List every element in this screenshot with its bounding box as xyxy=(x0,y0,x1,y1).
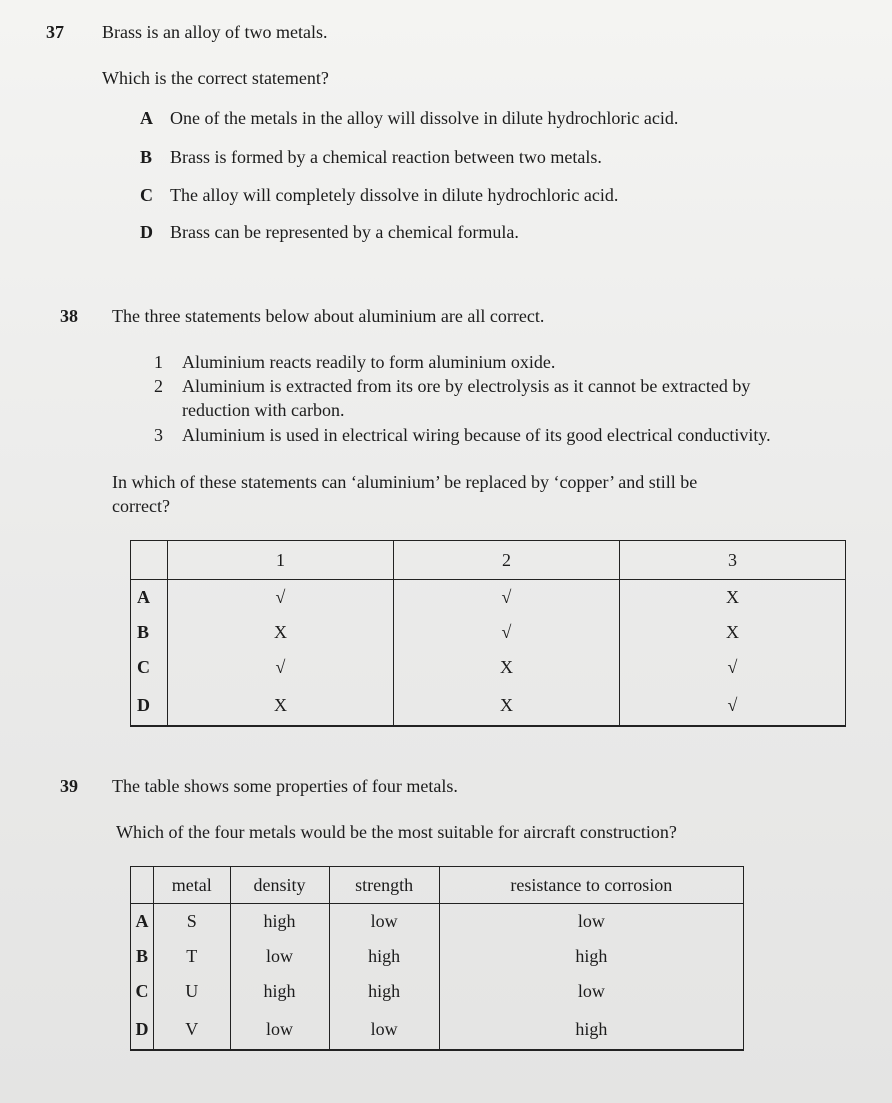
table-row xyxy=(131,650,846,685)
q37-number: 37 xyxy=(46,22,64,42)
table-row xyxy=(131,615,846,650)
header-cell: 1 xyxy=(168,541,394,580)
table-row xyxy=(131,904,744,940)
header-cell: 3 xyxy=(620,541,846,580)
cell: high xyxy=(230,904,329,940)
cell: √ xyxy=(394,580,620,616)
q38-question-cont: correct? xyxy=(112,496,170,516)
cell: high xyxy=(439,939,743,974)
cell: X xyxy=(168,685,394,726)
cell: A xyxy=(131,580,168,616)
cell: high xyxy=(329,939,439,974)
cell: T xyxy=(154,939,231,974)
cell: C xyxy=(131,650,168,685)
q37-question: Which is the correct statement? xyxy=(102,68,329,88)
statement-text: Aluminium is extracted from its ore by electrolysis as it cannot be extracted by xyxy=(182,376,751,396)
statement-text: Aluminium reacts readily to form aluminium oxide. xyxy=(182,352,556,372)
header-cell: resistance to corrosion xyxy=(439,867,743,904)
cell: low xyxy=(439,974,743,1009)
cell: low xyxy=(329,904,439,940)
cell: √ xyxy=(394,615,620,650)
option-letter: C xyxy=(140,185,153,205)
cell: V xyxy=(154,1009,231,1050)
table-row xyxy=(131,1009,744,1050)
table-header-row xyxy=(131,541,846,580)
header-cell: 2 xyxy=(394,541,620,580)
option-text: The alloy will completely dissolve in dilute hydrochloric acid. xyxy=(170,185,619,205)
statement-text: Aluminium is used in electrical wiring because of its good electrical conductivity. xyxy=(182,425,771,445)
header-cell: density xyxy=(230,867,329,904)
cell: high xyxy=(329,974,439,1009)
cell: B xyxy=(131,939,154,974)
table-header-row xyxy=(131,867,744,904)
q37-stem: Brass is an alloy of two metals. xyxy=(102,22,328,42)
cell: A xyxy=(131,904,154,940)
option-letter: A xyxy=(140,108,153,128)
cell: high xyxy=(230,974,329,1009)
q39-number: 39 xyxy=(60,776,78,796)
option-letter: D xyxy=(140,222,153,242)
cell: S xyxy=(154,904,231,940)
cell: U xyxy=(154,974,231,1009)
cell: √ xyxy=(620,685,846,726)
statement-number: 2 xyxy=(154,376,163,396)
q38-answer-table xyxy=(130,540,846,727)
statement-number: 3 xyxy=(154,425,163,445)
q38-number: 38 xyxy=(60,306,78,326)
cell: low xyxy=(329,1009,439,1050)
q39-stem: The table shows some properties of four metals. xyxy=(112,776,458,796)
header-cell xyxy=(131,867,154,904)
table-row xyxy=(131,580,846,616)
cell: X xyxy=(620,580,846,616)
statement-text: reduction with carbon. xyxy=(182,400,345,420)
q39-question: Which of the four metals would be the most suitable for aircraft construction? xyxy=(116,822,677,842)
cell: X xyxy=(620,615,846,650)
cell: D xyxy=(131,1009,154,1050)
option-text: Brass is formed by a chemical reaction between two metals. xyxy=(170,147,602,167)
cell: C xyxy=(131,974,154,1009)
cell: √ xyxy=(168,580,394,616)
option-text: One of the metals in the alloy will dissolve in dilute hydrochloric acid. xyxy=(170,108,679,128)
cell: high xyxy=(439,1009,743,1050)
cell: X xyxy=(394,685,620,726)
header-cell xyxy=(131,541,168,580)
option-letter: B xyxy=(140,147,153,167)
q39-properties-table xyxy=(130,866,744,1051)
header-cell: metal xyxy=(154,867,231,904)
statement-number: 1 xyxy=(154,352,163,372)
table-row xyxy=(131,939,744,974)
table-row xyxy=(131,974,744,1009)
q38-stem: The three statements below about aluminium are all correct. xyxy=(112,306,545,326)
cell: √ xyxy=(168,650,394,685)
table-row xyxy=(131,685,846,726)
cell: X xyxy=(168,615,394,650)
header-cell: strength xyxy=(329,867,439,904)
cell: low xyxy=(230,1009,329,1050)
cell: low xyxy=(439,904,743,940)
cell: D xyxy=(131,685,168,726)
cell: B xyxy=(131,615,168,650)
cell: X xyxy=(394,650,620,685)
q38-question: In which of these statements can ‘aluminium’ be replaced by ‘copper’ and still be xyxy=(112,472,698,492)
cell: √ xyxy=(620,650,846,685)
cell: low xyxy=(230,939,329,974)
option-text: Brass can be represented by a chemical formula. xyxy=(170,222,519,242)
